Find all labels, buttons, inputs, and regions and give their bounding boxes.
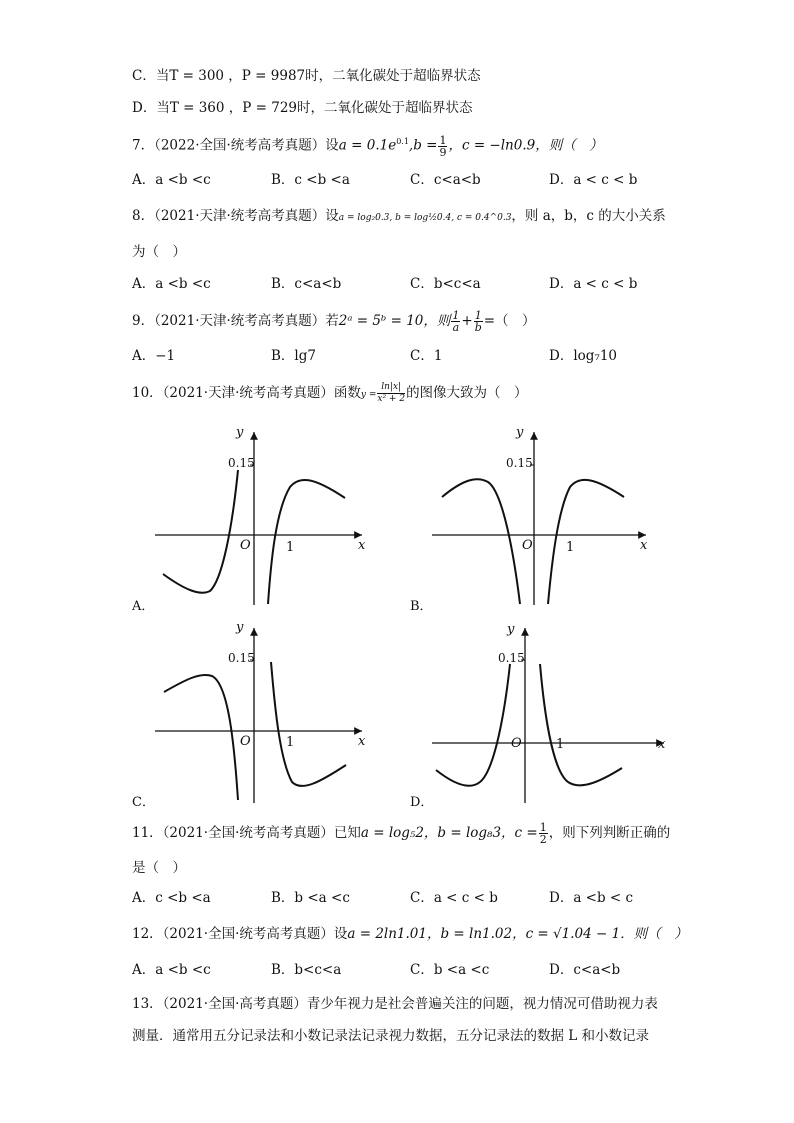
q8-option-c[interactable]: C．b<c<a (410, 276, 481, 292)
graph-b-tick-x-label: 1 (566, 540, 575, 555)
q11-option-c[interactable]: C．a < c < b (410, 890, 498, 906)
q13-line1: 13．（2021·全国·高考真题）青少年视力是社会普遍关注的问题，视力情况可借助视力表 (132, 996, 658, 1012)
graph-c-left-branch (164, 675, 238, 800)
q11-option-d[interactable]: D．a <b < c (549, 890, 634, 906)
q11-source: 11．（2021·全国·统考高考真题）已知 (132, 825, 361, 841)
q12-option-c[interactable]: C．b <a <c (410, 962, 490, 978)
graph-c-x-label: x (358, 734, 366, 749)
q11-line2: 是（ ） (132, 860, 186, 876)
q6-option-d: D．当T = 360 ，P = 729时，二氧化碳处于超临界状态 (132, 100, 473, 116)
graph-d-tick-y-label: 0.15 (498, 651, 525, 665)
q11-tail: ，则下列判断正确的 (548, 825, 671, 841)
q9-formula: 2ᵃ = 5ᵇ = 10，则 (338, 313, 451, 329)
q9-frac-1: $\frac{1}{a}$ (452, 309, 460, 334)
q12-option-b[interactable]: B．b<c<a (271, 962, 342, 978)
q9-source: 9．（2021·天津·统考高考真题）若 (132, 313, 339, 329)
q12-source: 12．（2021·全国·统考高考真题）设 (132, 926, 348, 942)
q7-a-exp: 0.1 (396, 137, 409, 146)
q10-func-lhs: y = (360, 390, 377, 400)
graph-a-right-branch (268, 480, 345, 604)
q11-c-fraction: $\frac{1}{2}$ (539, 821, 547, 846)
q9-option-c[interactable]: C．1 (410, 348, 443, 364)
q11-option-b[interactable]: B．b <a <c (271, 890, 350, 906)
q10-source: 10．（2021·天津·统考高考真题）函数 (132, 385, 361, 401)
q8-source: 8．（2021·天津·统考高考真题）设 (132, 208, 339, 224)
graph-d-right-branch (540, 664, 622, 785)
graph-d-tick-x-label: 1 (556, 737, 565, 752)
graph-b-caption: B． (410, 599, 433, 614)
graph-d-y-label: y (507, 622, 515, 637)
graph-a-caption: A． (132, 599, 155, 614)
q7-a-expr: a = 0.1e (338, 137, 397, 154)
q12-option-a[interactable]: A．a <b <c (132, 962, 211, 978)
q7-option-d[interactable]: D．a < c < b (549, 172, 638, 188)
q7-option-c[interactable]: C．c<a<b (410, 172, 481, 188)
q9-option-d[interactable]: D．log₇10 (549, 348, 618, 364)
q12-options (132, 960, 672, 980)
q11-option-a[interactable]: A．c <b <a (132, 890, 211, 906)
q11-stem (132, 822, 670, 845)
q7-option-a[interactable]: A．a <b <c (132, 172, 211, 188)
graph-b-origin: O (522, 538, 533, 553)
q9-option-b[interactable]: B．lg7 (271, 348, 316, 364)
q9-option-a[interactable]: A．−1 (132, 348, 176, 364)
graph-d[interactable] (432, 628, 664, 803)
q13-line2: 测量．通常用五分记录法和小数记录法记录视力数据，五分记录法的数据 L 和小数记录 (132, 1028, 650, 1044)
q6-option-c: C．当T = 300 ，P = 9987时，二氧化碳处于超临界状态 (132, 68, 481, 84)
q9-frac-2: $\frac{1}{b}$ (474, 309, 482, 334)
graph-c-caption: C． (132, 795, 155, 810)
q11-options (132, 888, 672, 908)
graph-a-origin: O (240, 538, 251, 553)
graph-d-caption: D． (410, 795, 434, 810)
graph-c-origin: O (240, 734, 251, 749)
graph-d-origin: O (511, 736, 522, 751)
graph-b[interactable] (432, 432, 646, 605)
graph-b-x-label: x (640, 538, 648, 553)
graph-a-tick-x-label: 1 (286, 540, 295, 555)
graph-b-left-branch (442, 479, 520, 604)
q8-line2: 为（ ） (132, 244, 186, 260)
q11-formula: a = log₅2，b = log₈3，c = (360, 825, 538, 841)
q12-option-d[interactable]: D．c<a<b (549, 962, 621, 978)
q7-c-expr: ，c = −ln0.9，则（ ） (448, 137, 603, 154)
q8-option-d[interactable]: D．a < c < b (549, 276, 638, 292)
q10-tail: 的图像大致为（ ） (406, 385, 528, 401)
q12-stem (132, 924, 688, 944)
graph-c[interactable] (155, 628, 362, 803)
graph-a-tick-y-label: 0.15 (228, 456, 255, 470)
q9-tail: =（ ） (483, 313, 536, 329)
graph-d-left-branch (436, 664, 510, 786)
graph-c-y-label: y (236, 620, 244, 635)
graph-c-right-branch (271, 662, 346, 786)
q8-formula: a = log₂0.3, b = log½0.4, c = 0.4^0.3 (338, 213, 512, 223)
q12-formula: a = 2ln1.01，b = ln1.02，c = √1.04 − 1．则（ ） (347, 926, 688, 942)
graph-b-right-branch (548, 480, 624, 604)
q9-plus: + (461, 313, 473, 329)
q8-option-b[interactable]: B．c<a<b (271, 276, 342, 292)
graph-b-tick-y-label: 0.15 (506, 456, 533, 470)
graph-c-tick-y-label: 0.15 (228, 651, 255, 665)
q8-option-a[interactable]: A．a <b <c (132, 276, 211, 292)
graph-b-y-label: y (516, 425, 524, 440)
graph-c-tick-x-label: 1 (286, 735, 295, 750)
q7-b-fraction: $\frac{1}{9}$ (439, 133, 447, 159)
q10-func-fraction: $\frac{\ln|x|}{\text{x² + 2}}$ (377, 382, 406, 404)
graph-a-x-label: x (358, 538, 366, 553)
graph-a-y-label: y (236, 425, 244, 440)
q7-b-expr: ,b = (408, 137, 438, 154)
graph-a[interactable] (155, 432, 362, 605)
q7-option-b[interactable]: B．c <b <a (271, 172, 350, 188)
graph-d-x-label: x (658, 737, 666, 752)
q8-tail: ，则 a，b，c 的大小关系 (511, 208, 666, 224)
graph-a-left-branch (163, 470, 238, 593)
q7-source: 7．（2022·全国·统考高考真题）设 (132, 137, 339, 154)
